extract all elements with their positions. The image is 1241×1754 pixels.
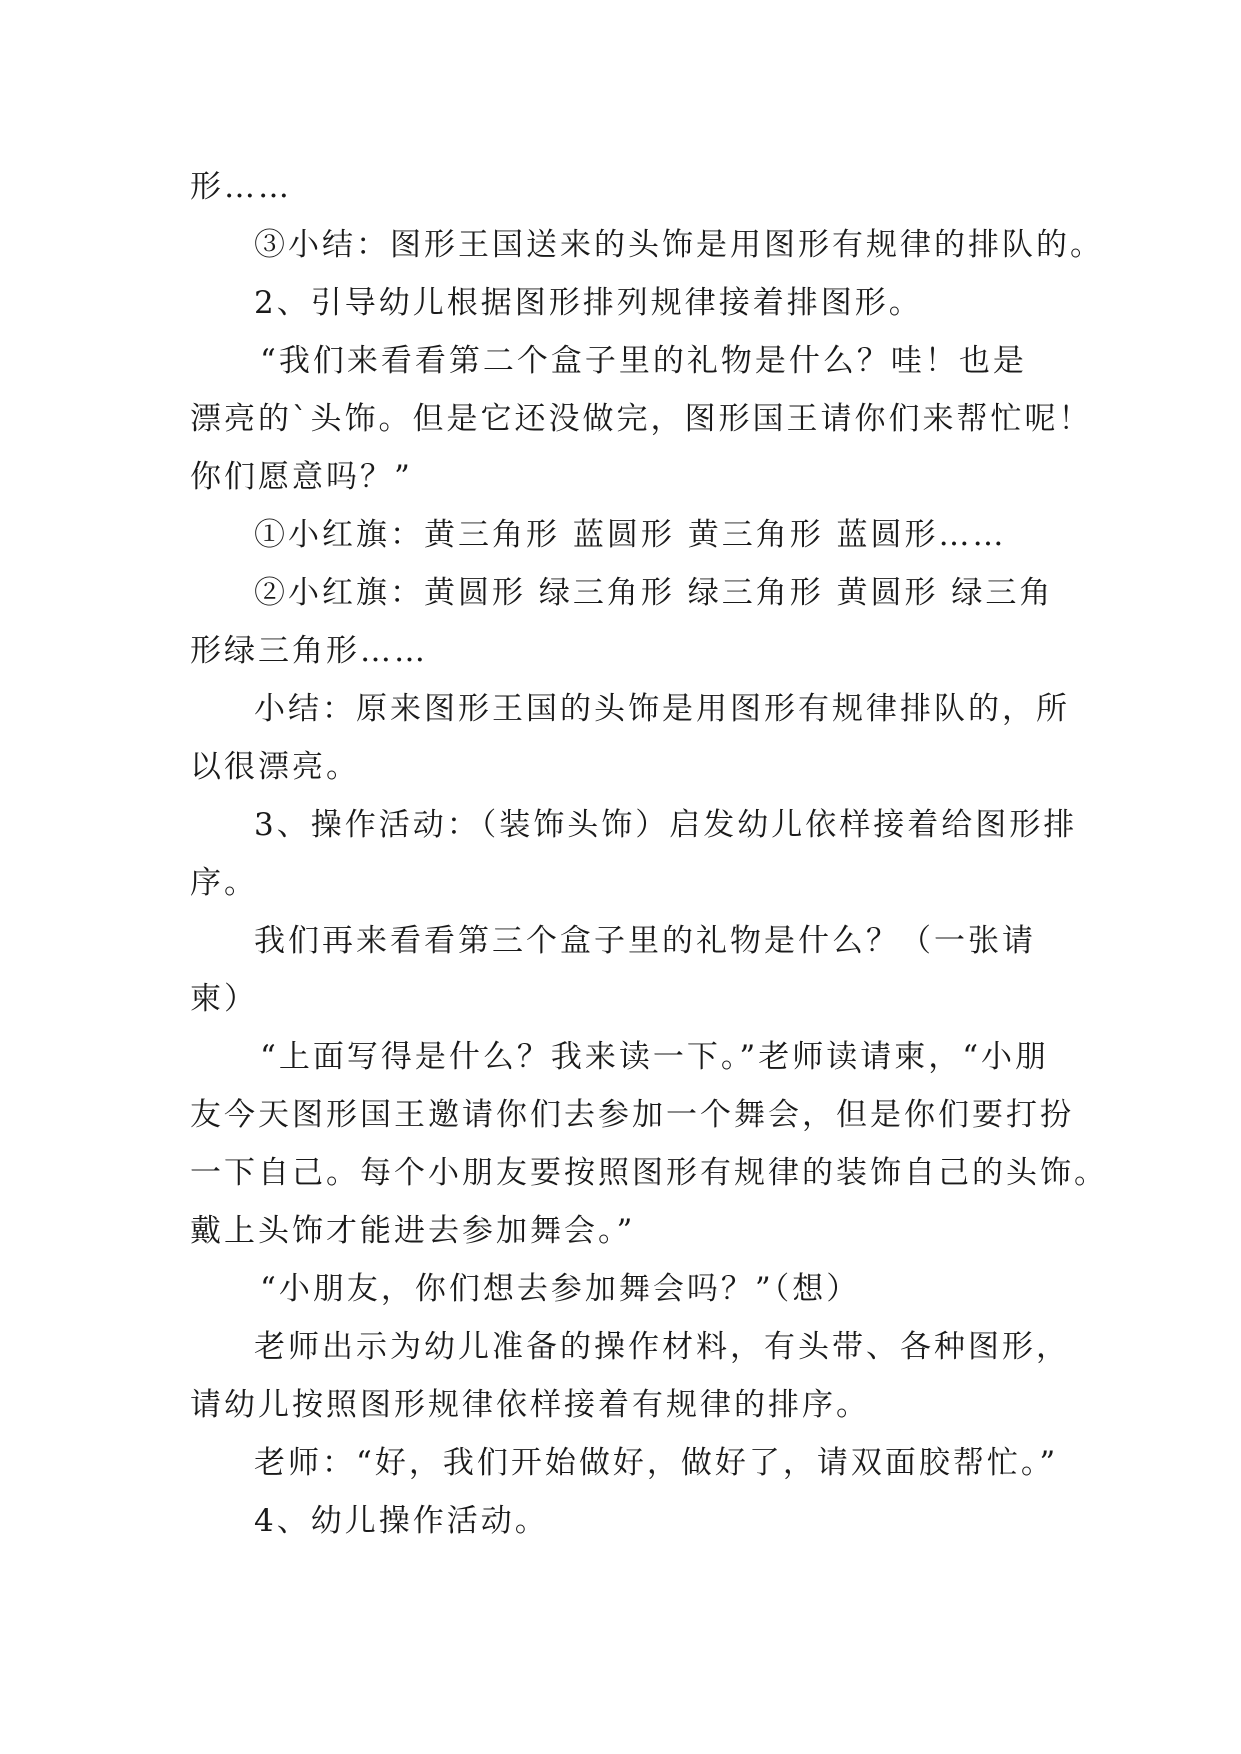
text-line: “我们来看看第二个盒子里的礼物是什么？哇！也是 <box>260 343 1027 379</box>
text-line: 我们再来看看第三个盒子里的礼物是什么？（一张请 <box>254 923 1036 959</box>
text-line: 形…… <box>190 169 292 205</box>
text-line: ②小红旗：黄圆形 绿三角形 绿三角形 黄圆形 绿三角 <box>254 575 1054 611</box>
text-line: 3、操作活动：（装饰头饰）启发幼儿依样接着给图形排 <box>254 807 1078 843</box>
text-line: 柬） <box>190 981 258 1017</box>
text-line: 序。 <box>190 865 258 901</box>
text-line: 戴上头饰才能进去参加舞会。” <box>190 1213 636 1249</box>
text-line: “小朋友，你们想去参加舞会吗？”（想） <box>260 1271 861 1307</box>
text-line: 老师出示为幼儿准备的操作材料，有头带、各种图形， <box>254 1329 1070 1365</box>
text-line: 一下自己。每个小朋友要按照图形有规律的装饰自己的头饰。 <box>190 1155 1108 1191</box>
text-line: 以很漂亮。 <box>190 749 360 785</box>
text-line: 老师：“好，我们开始做好，做好了，请双面胶帮忙。” <box>254 1445 1059 1481</box>
document-body <box>190 158 1108 1550</box>
text-line: “上面写得是什么？我来读一下。”老师读请柬，“小朋 <box>260 1039 1050 1075</box>
text-line: 2、引导幼儿根据图形排列规律接着排图形。 <box>254 285 923 321</box>
text-line: ①小红旗：黄三角形 蓝圆形 黄三角形 蓝圆形…… <box>254 517 1007 553</box>
text-line: 你们愿意吗？” <box>190 459 413 495</box>
text-line: 4、幼儿操作活动。 <box>254 1503 549 1539</box>
text-line: 请幼儿按照图形规律依样接着有规律的排序。 <box>190 1387 870 1423</box>
text-line: 友今天图形国王邀请你们去参加一个舞会，但是你们要打扮 <box>190 1097 1074 1133</box>
text-line: 漂亮的`头饰。但是它还没做完，图形国王请你们来帮忙呢！ <box>190 401 1093 437</box>
text-line: 形绿三角形…… <box>190 633 428 669</box>
text-line: ③小结：图形王国送来的头饰是用图形有规律的排队的。 <box>254 227 1104 263</box>
text-line: 小结：原来图形王国的头饰是用图形有规律排队的，所 <box>254 691 1070 727</box>
